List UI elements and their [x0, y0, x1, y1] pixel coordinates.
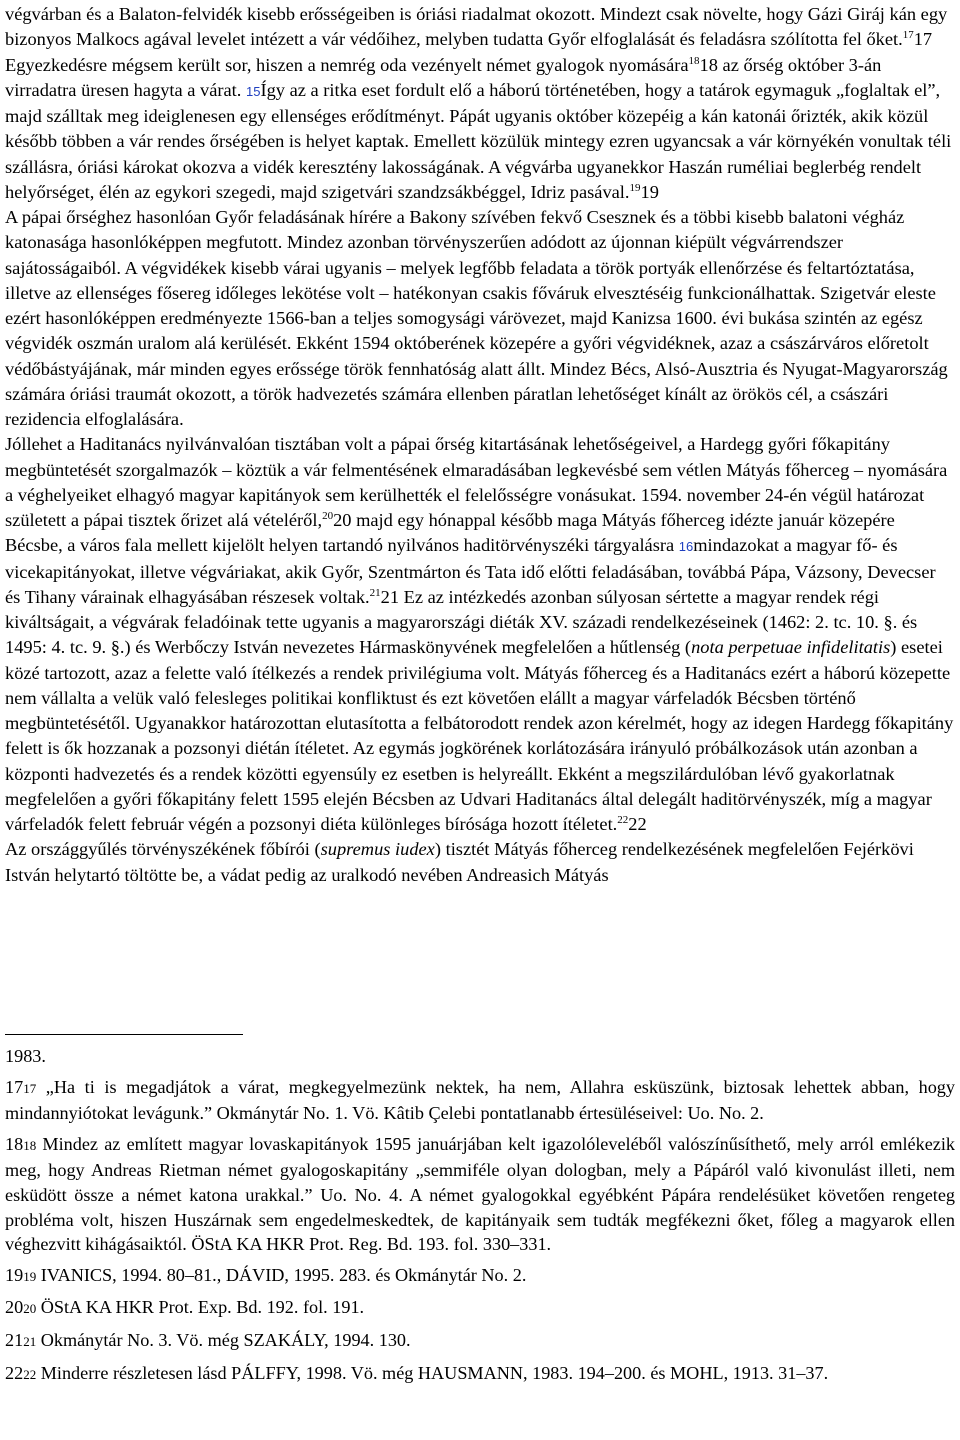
text-run: 22	[628, 814, 647, 834]
text-run: ) esetei közé tartozott, azaz a felette való ítélkezés a rendek privilégiuma volt. Mátyás főherceg és a Haditanács ezért a háború közepette nem vállalta a velük való felesleges politikai konfliktust és ezt követően elállt a magyar várfeladók Bécsben történő megbüntetésétől. Ugyanakkor határozottan elutasította a felbátorodott rendek azon kérelmét, hogy az idegen Hardegg főkapitány felett is ők hozzanak a pozsonyi diétán ítéletet. Az egymás jogkörének korlátozására irányuló próbálkozások után azonban a központi hadvezetés és a rendek közötti egyensúly ez esetben is helyreállt. Ekként a megszilárdulóban lévő gyakorlatnak megfelelően a győri főkapitány felett 1595 elején Bécsben az Udvari Haditanács által delegált haditörvényszék, míg a magyar várfeladók felett február végén a pozsonyi diéta különleges bírósága hozott ítéletet.	[5, 637, 954, 834]
text-run: ) tisztét Mátyás főherceg rendelkezésének megfelelően Fejérkövi István helytartó töltötte be, a vádat pedig az uralkodó nevében Andreasich Mátyás	[5, 839, 914, 885]
footnote-ref-21[interactable]: 21	[369, 586, 381, 599]
italic-term: supremus iudex	[320, 839, 435, 860]
footnote-22	[5, 1361, 955, 1388]
footnote-ref-17[interactable]: 17	[902, 29, 914, 42]
footnote-19	[5, 1263, 955, 1290]
footnote-ref-18[interactable]: 18	[688, 54, 700, 67]
paragraph-1	[5, 2, 955, 205]
footnote-number: 19	[5, 1264, 24, 1285]
footnote-number: 18	[5, 1133, 24, 1154]
footnote-text: ÖStA KA HKR Prot. Exp. Bd. 192. fol. 191.	[36, 1297, 365, 1318]
footnote-anchor: 22	[23, 1366, 37, 1382]
paragraph-3	[5, 432, 955, 837]
text-run: mindazokat a magyar fő- és vicekapitányokat, illetve végváriakat, akik Győr, Szentmárton és Tata idő előtti feladásában, továbbá Pápa, Vázsony, Devecser és Tihany várainak elhagyásában részesek voltak.	[5, 535, 936, 607]
footnote-number: 21	[5, 1329, 24, 1350]
footnote-ref-19[interactable]: 19	[629, 181, 641, 194]
footnote-text: „Ha ti is megadjátok a várat, megkegyelmezünk nektek, ha nem, Allahra esküszünk, biztosak lehettek abban, hogy mindannyiótokat levágunk.” Okmánytár No. 1. Vö. Kâtib Çelebi pontatlanabb értesüléseivel: Uo. No. 2.	[5, 1076, 955, 1124]
footnote-anchor: 19	[23, 1268, 37, 1284]
footnote-21	[5, 1328, 955, 1355]
footnotes	[5, 1044, 955, 1387]
footnote-anchor: 17	[23, 1080, 37, 1096]
footnote-number: 20	[5, 1297, 24, 1318]
footnote-ref-22[interactable]: 22	[617, 814, 629, 826]
footnote-number: 17	[5, 1076, 24, 1097]
text-run: 17 Egyezkedésre mégsem került sor, hiszen a nemrég oda vezényelt német gyalogok nyomására	[5, 29, 933, 75]
italic-term: nota perpetuae infidelitatis	[691, 637, 891, 658]
text-run: Jóllehet a Haditanács nyilvánvalóan tisztában volt a pápai őrség kitartásának lehetőségeivel, a Hardegg győri főkapitány megbüntetését szorgalmazók – köztük a vár felmentésének elmaradásában legkevésbé sem vétlen Mátyás főherceg – nyomására a véghelyeiket elhagyó magyar kapitányok sem kerülhették el felelősségre vonásukat. 1594. november 24-én végül határozat született a pápai tisztek őrizet alá vételéről,	[5, 434, 948, 530]
footnote-anchor: 18	[23, 1137, 37, 1153]
text-run: Az országgyűlés törvényszékének főbírói (	[5, 839, 321, 860]
main-text	[5, 2, 955, 888]
footnote-text: Okmánytár No. 3. Vö. még SZAKÁLY, 1994. 130.	[36, 1329, 411, 1350]
footnote-text: IVANICS, 1994. 80–81., DÁVID, 1995. 283. és Okmánytár No. 2.	[36, 1264, 527, 1285]
footnote-17	[5, 1075, 955, 1126]
text-run: 21 Ez az intézkedés azonban súlyosan sértette a magyar rendek régi kiváltságait, a végvárak feladóinak tette ugyanis a magyarországi diéták XV. századi rendelkezéseinek (1462: 2. tc. 10. §. és 1495: 4. tc. 9. §.) és Werbőczy István nevezetes Hármaskönyvének megfelelően a hűtlenség (	[5, 586, 918, 658]
footnote-number: 22	[5, 1362, 24, 1383]
footnote-20	[5, 1295, 955, 1322]
footnote-18	[5, 1132, 955, 1257]
text-run: végvárban és a Balaton-felvidék kisebb erősségeiben is óriási riadalmat okozott. Mindezt csak növelte, hogy Gázi Giráj kán egy bizonyos Malkocs agával levelet intézett a vár védőihez, melyben tudatta Győr elfoglalását és feladásra szólította fel őket.	[5, 4, 948, 50]
footnote-text: Minderre részletesen lásd PÁLFFY, 1998. Vö. még HAUSMANN, 1983. 194–200. és MOHL, 1913. 31–37.	[36, 1362, 829, 1383]
footnote-anchor: 20	[23, 1301, 37, 1317]
text-run: 20 majd egy hónappal később maga Mátyás főherceg idézte január közepére Bécsbe, a város fala mellett kijelölt helyen tartandó nyilvános haditörvényszéki tárgyalásra	[5, 510, 895, 556]
footnote-continuation: 1983.	[5, 1046, 46, 1066]
text-run: 18 az őrség október 3-án virradatra üresen hagyta a várat.	[5, 54, 882, 100]
footnote-ref-20[interactable]: 20	[322, 510, 334, 522]
footnote-anchor: 21	[23, 1333, 37, 1349]
page-marker-16[interactable]: 16	[678, 539, 694, 555]
text-run: Így az a ritka eset fordult elő a háború történetében, hogy a tatárok egymaguk „foglaltak el”, majd szálltak meg ideiglenesen egy ellenséges erődítményt. Pápát ugyanis október közepéig a kán katonái őrizték, akik közül később többen a vár rendes őrségében is helyet kaptak. Emellett közülük mintegy ezren ugyancsak a vár környékén vonultak téli szállásra, óriási károkat okozva a vidék keresztény lakosságának. A végvárba ugyanekkor Haszán ruméliai beglerbég rendelt helyőrséget, élén az egykori szegedi, majd szigetvári szandzsákbéggel, Idriz pasával.	[5, 79, 952, 202]
footnote-separator	[5, 1034, 243, 1035]
footnote-text: Mindez az említett magyar lovaskapitányok 1595 januárjában kelt igazolóleveléből valószínűsíthető, mely arról emlékezik meg, hogy Andreas Rietman német gyalogoskapitány „semmiféle olyan dologban, mely a Pápáról való kivonulást illeti, nem esküdött össze a német katona urakkal.” Uo. No. 4. A német gyalogokkal egyébként Pápára rendelésüket követően rengeteg probléma volt, hiszen Huszárnak sem engedelmeskedtek, de kapitányaik sem tudták megfékezni őket, főleg a magyarok ellen véghezvitt kihágásaiktól. ÖStA KA HKR Prot. Reg. Bd. 193. fol. 330–331.	[5, 1133, 955, 1255]
text-run: 19	[640, 181, 659, 202]
page-marker-15[interactable]: 15	[246, 83, 261, 99]
paragraph-4	[5, 837, 955, 888]
paragraph-2: A pápai őrséghez hasonlóan Győr feladásának hírére a Bakony szívében fekvő Csesznek és a többi kisebb balatoni végház katonasága hasonlóképpen megfutott. Mindez azonban törvényszerűen adódott az újonnan kiépült végvárrendszer sajátosságaiból. A végvidékek kisebb várai ugyanis – melyek legfőbb feladata a török portyák ellenőrzése és feltartóztatása, illetve az ellenséges fősereg időleges lekötése volt – hatékonyan csakis főváruk elvesztéséig funkcionálhattak. Szigetvár eleste ezért hasonlóképpen eredményezte 1566-ban a teljes somogysági várövezet, majd Kanizsa 1600. évi bukása szintén az egész végvidék oszmán uralom alá kerülését. Ekként 1594 októberének közepére a győri végvidéknek, azaz a császárváros előretolt védőbástyájának, már minden egyes erőssége török fennhatóság alatt állt. Mindez Bécs, Alsó-Ausztria és Nyugat-Magyarország számára óriási traumát okozott, a török hadvezetés számára ellenben páratlan lehetőséget kínált az örökös cél, a császári rezidencia elfoglalására.	[5, 207, 948, 429]
